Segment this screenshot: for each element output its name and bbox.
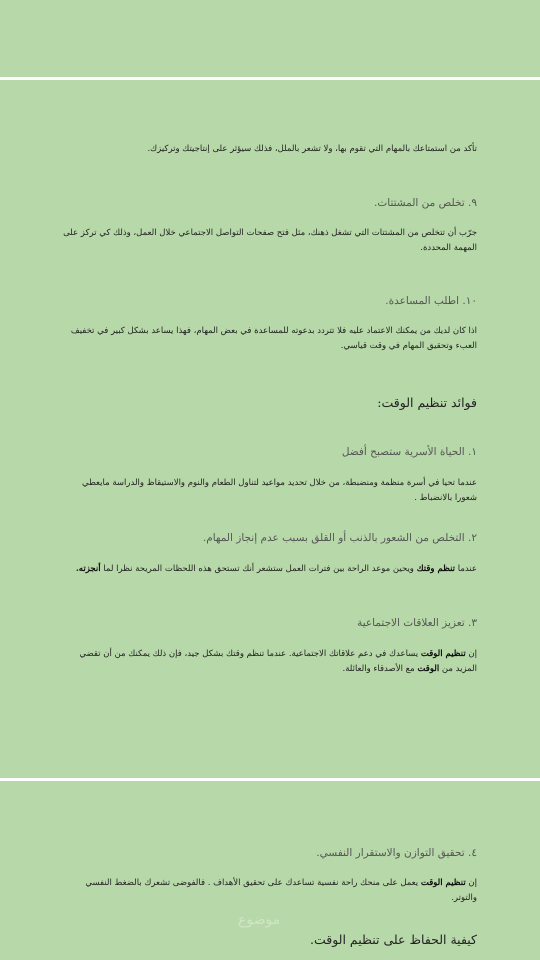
middle-divider [0, 778, 540, 781]
benefit-3-bold-2: الوقت [417, 664, 440, 674]
maintain-heading: كيفية الحفاظ على تنظيم الوقت. [309, 932, 477, 947]
benefit-3-title: ٣. تعزيز العلاقات الاجتماعية [357, 617, 477, 629]
tip-9-text: جرّب أن تتخلص من المشتتات التي تشغل ذهنك، مثل فتح صفحات التواصل الاجتماعي خلال العمل، وذلك كي تركز على المهمة المحددة. [63, 228, 477, 253]
benefit-3-bold-1: تنظيم الوقت [420, 649, 466, 659]
intro-paragraph: تأكد من استمتاعك بالمهام التي تقوم بها، ولا تشعر بالملل، فذلك سيؤثر على إنتاجيتك وتركيزك. [147, 144, 477, 154]
tip-10-title: ١٠. اطلب المساعدة. [385, 295, 477, 307]
benefit-4-title: ٤. تحقيق التوازن والاستقرار النفسي. [316, 847, 477, 859]
benefit-2-title: ٢. التخلص من الشعور بالذنب أو القلق بسبب عدم إنجاز المهام. [202, 532, 477, 544]
benefit-2-bold-2: أنجزته. [75, 564, 101, 574]
benefit-3-text: إن تنظيم الوقت يساعدك في دعم علاقاتك الاجتماعية. عندما تنظم وقتك بشكل جيد، فإن ذلك يمكنك من أن تقضي المزيد من الوقت مع الأصدقاء والعائلة. [79, 649, 477, 674]
benefit-4-bold-1: تنظيم الوقت [420, 878, 466, 888]
benefit-4-text: إن تنظيم الوقت يعمل على منحك راحة نفسية تساعدك على تحقيق الأهداف . فالفوضى تشعرك بالضغط النفسي والتوتر. [85, 878, 477, 903]
watermark-logo: موضوع [238, 912, 281, 928]
top-divider [0, 77, 540, 80]
benefit-1-title: ١. الحياة الأسرية ستصبح أفضل [341, 446, 477, 458]
tip-9-title: ٩. تخلص من المشتتات. [374, 197, 477, 209]
benefit-2-bold-1: تنظم وقتك [416, 564, 456, 574]
tip-10-text: اذا كان لديك من يمكنك الاعتماد عليه فلا تتردد بدعوته للمساعدة في بعض المهام، فهذا يساعد بشكل كبير في تخفيف العبء وتحقيق المهام في وقت قياسي. [70, 326, 477, 351]
benefit-1-text: عندما تحيا في أسرة منظمة ومنضبطة، من خلال تحديد مواعيد لتناول الطعام والنوم والاستيقاظ والدراسة مايعطي شعورا بالانضباط . [81, 478, 477, 503]
benefits-heading: فوائد تنظيم الوقت: [377, 395, 477, 410]
benefit-2-text: عندما تنظم وقتك ويحين موعد الراحة بين فترات العمل ستشعر أنك تستحق هذه اللحظات المريحة نظرا لما أنجزته. [75, 564, 477, 574]
